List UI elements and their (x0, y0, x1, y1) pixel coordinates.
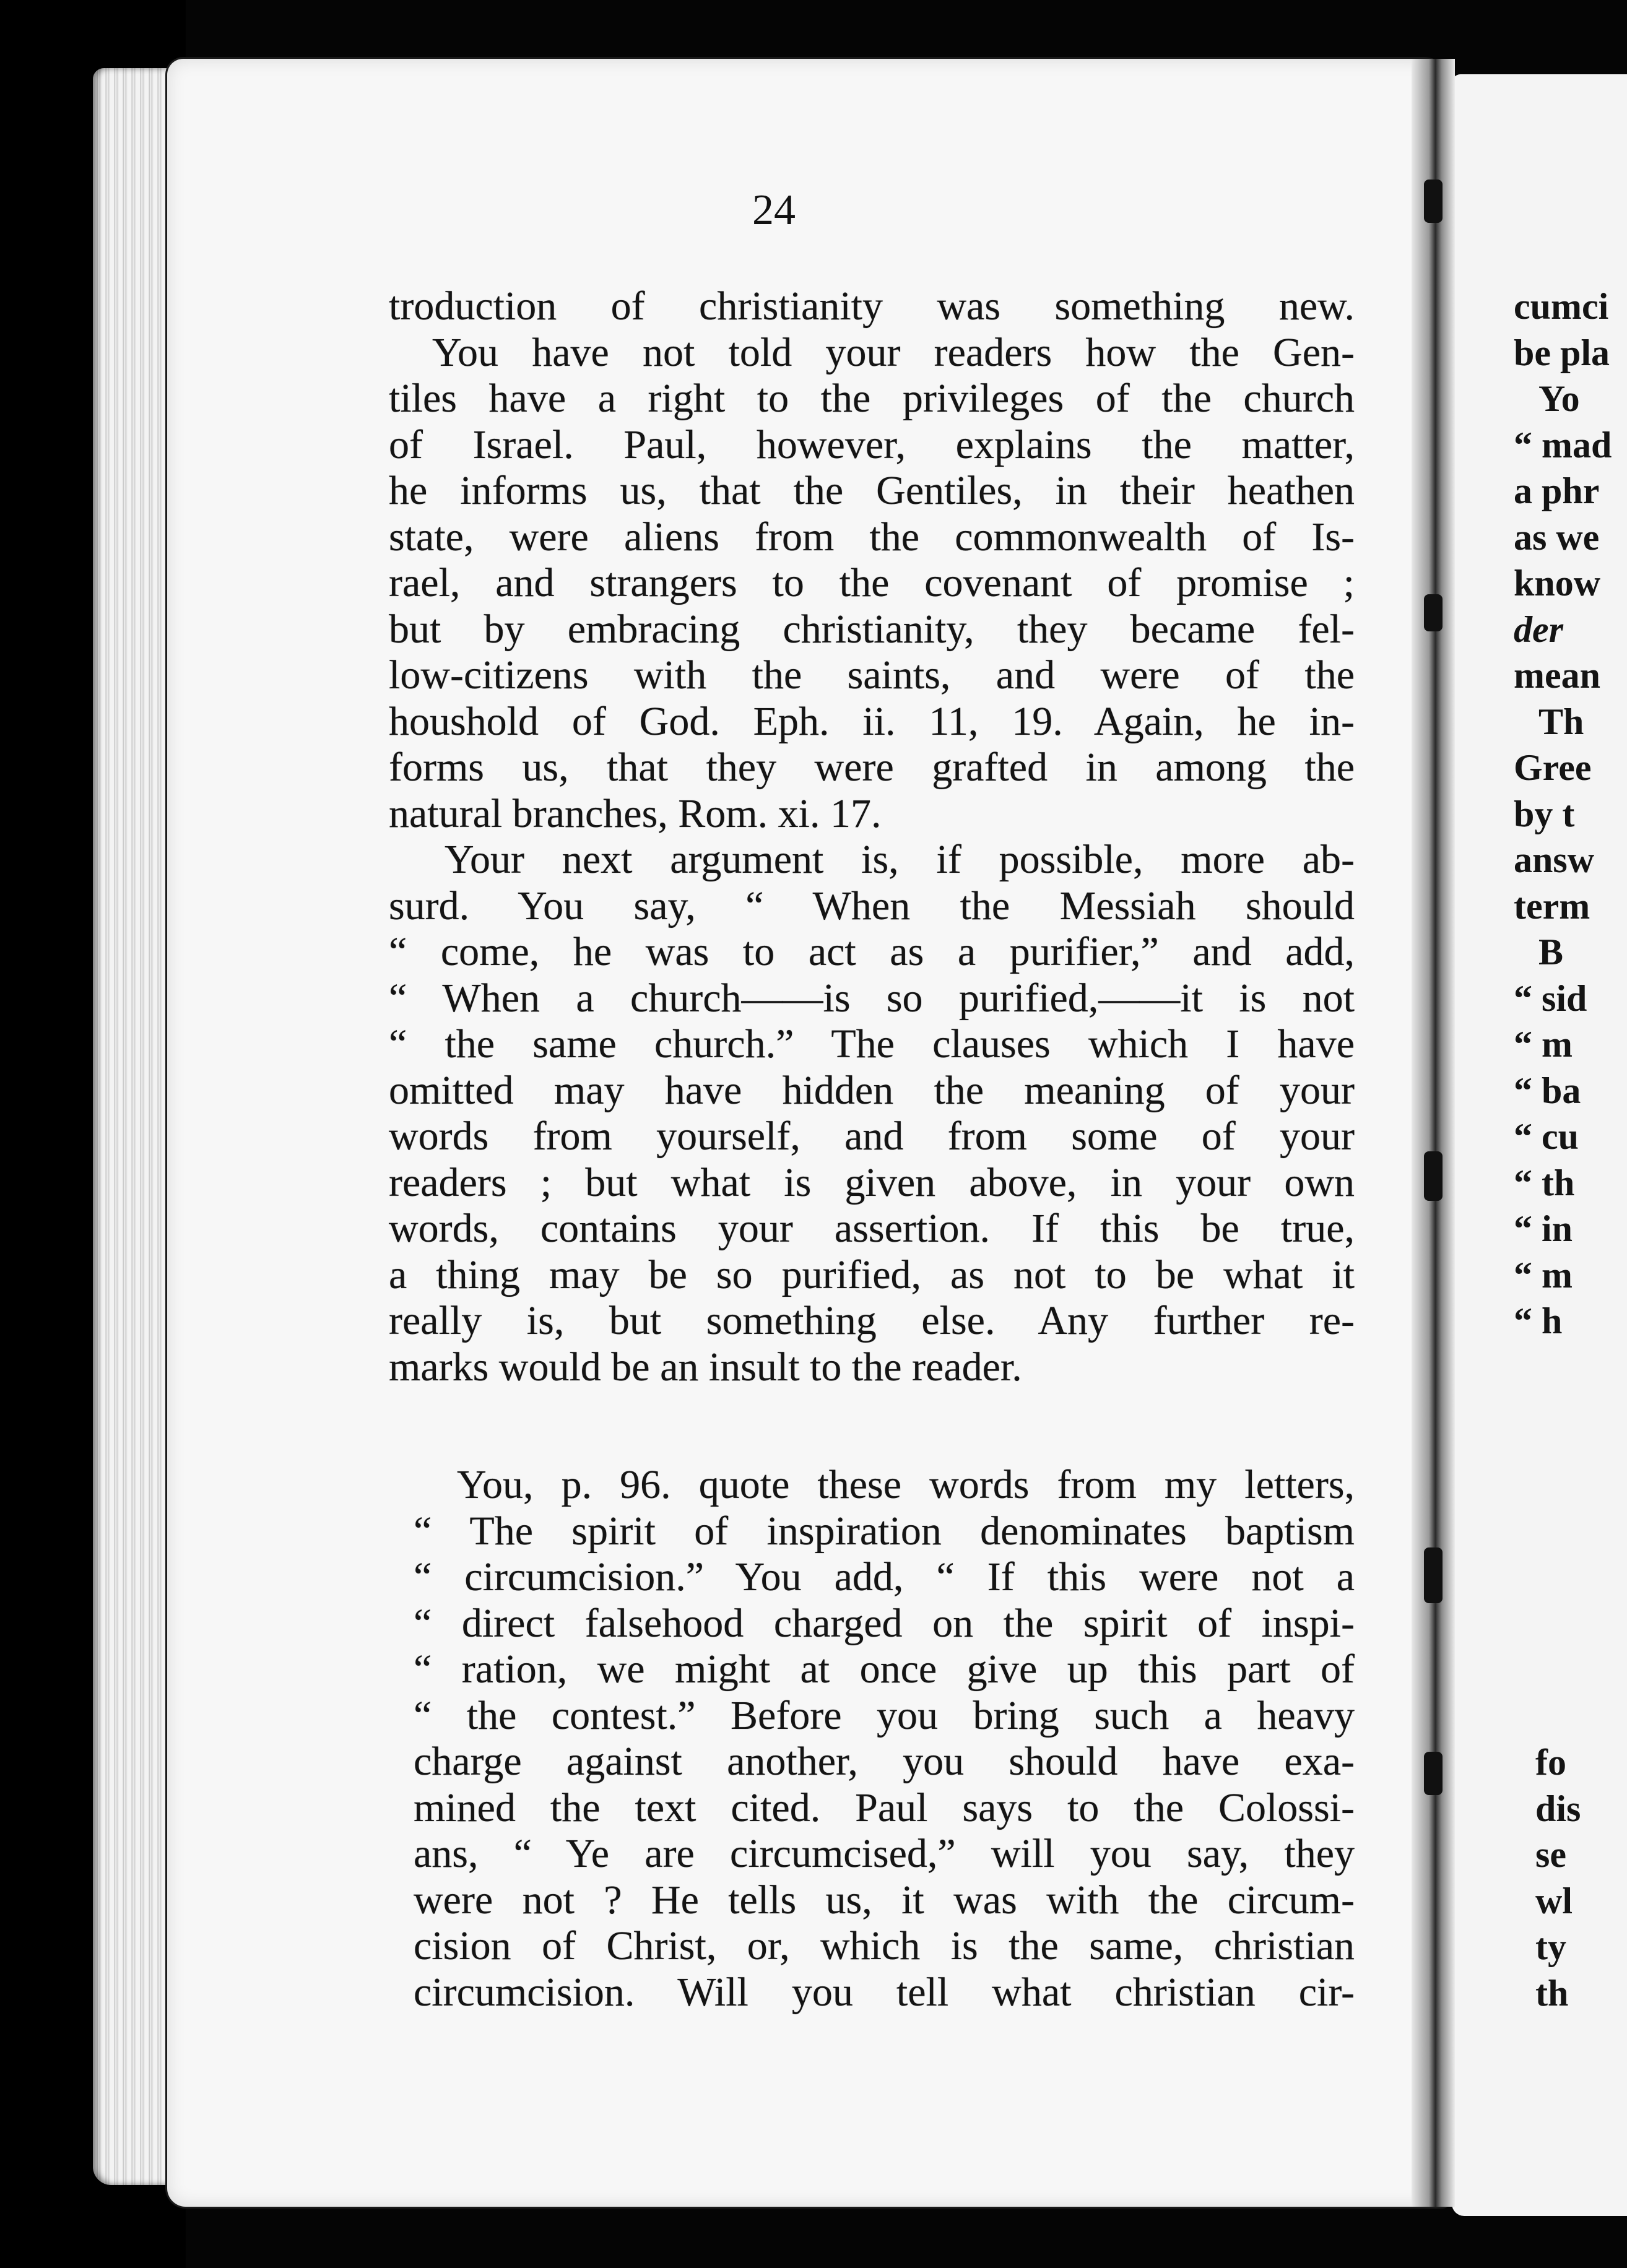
text-line: mined the text cited. Paul says to the Colossi- (414, 1785, 1355, 1830)
facing-text-line: se (1535, 1834, 1566, 1875)
facing-text-line: dis (1535, 1788, 1581, 1829)
facing-text-line: mean (1514, 655, 1600, 696)
text-line: a thing may be so purified, as not to be what it (389, 1252, 1355, 1297)
facing-text-line: “ sid (1514, 977, 1587, 1019)
facing-text-line: th (1535, 1972, 1569, 2014)
binding-stitch (1424, 1151, 1443, 1201)
facing-text-line: cumci (1514, 286, 1609, 327)
text-line: “ ration, we might at once give up this part of (414, 1647, 1355, 1692)
text-line: houshold of God. Eph. ii. 11, 19. Again, he in- (389, 698, 1355, 744)
book-gutter (1412, 59, 1455, 2207)
facing-text-line: know (1514, 563, 1601, 604)
text-line: Your next argument is, if possible, more ab- (445, 837, 1355, 882)
text-line: “ The spirit of inspiration denominates baptism (414, 1508, 1355, 1554)
text-line: You have not told your readers how the Gen- (432, 329, 1355, 375)
text-line: You, p. 96. quote these words from my letters, (457, 1462, 1355, 1507)
binding-stitch (1424, 1752, 1443, 1795)
facing-text-line: “ cu (1514, 1116, 1579, 1157)
binding-stitch (1424, 594, 1443, 631)
binding-stitch (1424, 180, 1443, 223)
facing-text-line: ty (1535, 1926, 1566, 1967)
facing-text-line: answ (1514, 839, 1595, 880)
facing-text-line: a phr (1514, 470, 1600, 511)
text-line: “ the contest.” Before you bring such a heavy (414, 1692, 1355, 1738)
text-line: tiles have a right to the privileges of the church (389, 376, 1355, 421)
facing-page-text-upper (1514, 284, 1627, 1344)
text-line: state, were aliens from the commonwealth of Is- (389, 514, 1355, 560)
text-line: “ direct falsehood charged on the spirit of inspi- (414, 1600, 1355, 1646)
text-line: but by embracing christianity, they became fel- (389, 606, 1355, 652)
binding-stitch (1424, 1547, 1443, 1603)
facing-text-line: Yo (1538, 378, 1580, 419)
facing-text-line: fo (1535, 1742, 1566, 1783)
text-line: circumcision. Will you tell what christian cir- (414, 1969, 1355, 2015)
text-line: were not ? He tells us, it was with the circum- (414, 1877, 1355, 1923)
facing-text-line: B (1538, 932, 1564, 972)
facing-text-line: term (1514, 885, 1590, 927)
facing-text-line: “ m (1514, 1024, 1573, 1065)
facing-text-line: “ m (1514, 1254, 1573, 1296)
text-line: words from yourself, and from some of your (389, 1114, 1355, 1159)
facing-text-line: “ h (1514, 1301, 1563, 1341)
facing-text-line: by t (1514, 793, 1575, 834)
text-line: forms us, that they were grafted in among the (389, 745, 1355, 790)
facing-text-line: “ th (1514, 1162, 1575, 1203)
text-line: he informs us, that the Gentiles, in their heathen (389, 468, 1355, 513)
text-line: omitted may have hidden the meaning of your (389, 1067, 1355, 1113)
facing-text-line: der (1514, 608, 1563, 650)
text-line: natural branches, Rom. xi. 17. (389, 790, 882, 836)
text-line: words, contains your assertion. If this be true, (389, 1206, 1355, 1251)
facing-text-line: wl (1535, 1880, 1573, 1921)
text-line: low-citizens with the saints, and were of the (389, 652, 1355, 698)
facing-text-line: Th (1538, 701, 1584, 742)
page-number: 24 (752, 186, 796, 234)
facing-text-line: be pla (1514, 332, 1610, 373)
facing-text-line: as we (1514, 516, 1600, 558)
facing-text-line: “ ba (1514, 1070, 1581, 1111)
text-line: “ come, he was to act as a purifier,” and add, (389, 929, 1355, 974)
facing-page-text-lower (1535, 1739, 1627, 2016)
paragraph-gap (389, 1390, 1355, 1462)
text-line: of Israel. Paul, however, explains the matter, (389, 422, 1355, 467)
text-line: marks would be an insult to the reader. (389, 1344, 1022, 1390)
text-line: ans, “ Ye are circumcised,” will you say, they (414, 1831, 1355, 1876)
text-line: charge against another, you should have exa- (414, 1739, 1355, 1784)
text-line: “ When a church——is so purified,——it is not (389, 975, 1355, 1021)
facing-text-line: Gree (1514, 747, 1592, 788)
facing-text-line: “ in (1514, 1208, 1573, 1249)
text-line: “ circumcision.” You add, “ If this were not a (414, 1554, 1355, 1599)
text-line: “ the same church.” The clauses which I have (389, 1021, 1355, 1067)
text-line: really is, but something else. Any further re- (389, 1298, 1355, 1343)
text-line: cision of Christ, or, which is the same, christian (414, 1923, 1355, 1968)
page-body (389, 284, 1355, 2015)
facing-text-line: “ mad (1514, 424, 1612, 465)
text-line: readers ; but what is given above, in your own (389, 1159, 1355, 1205)
text-line: troduction of christianity was something new. (389, 284, 1355, 329)
text-line: rael, and strangers to the covenant of promise ; (389, 560, 1355, 605)
text-line: surd. You say, “ When the Messiah should (389, 883, 1355, 928)
